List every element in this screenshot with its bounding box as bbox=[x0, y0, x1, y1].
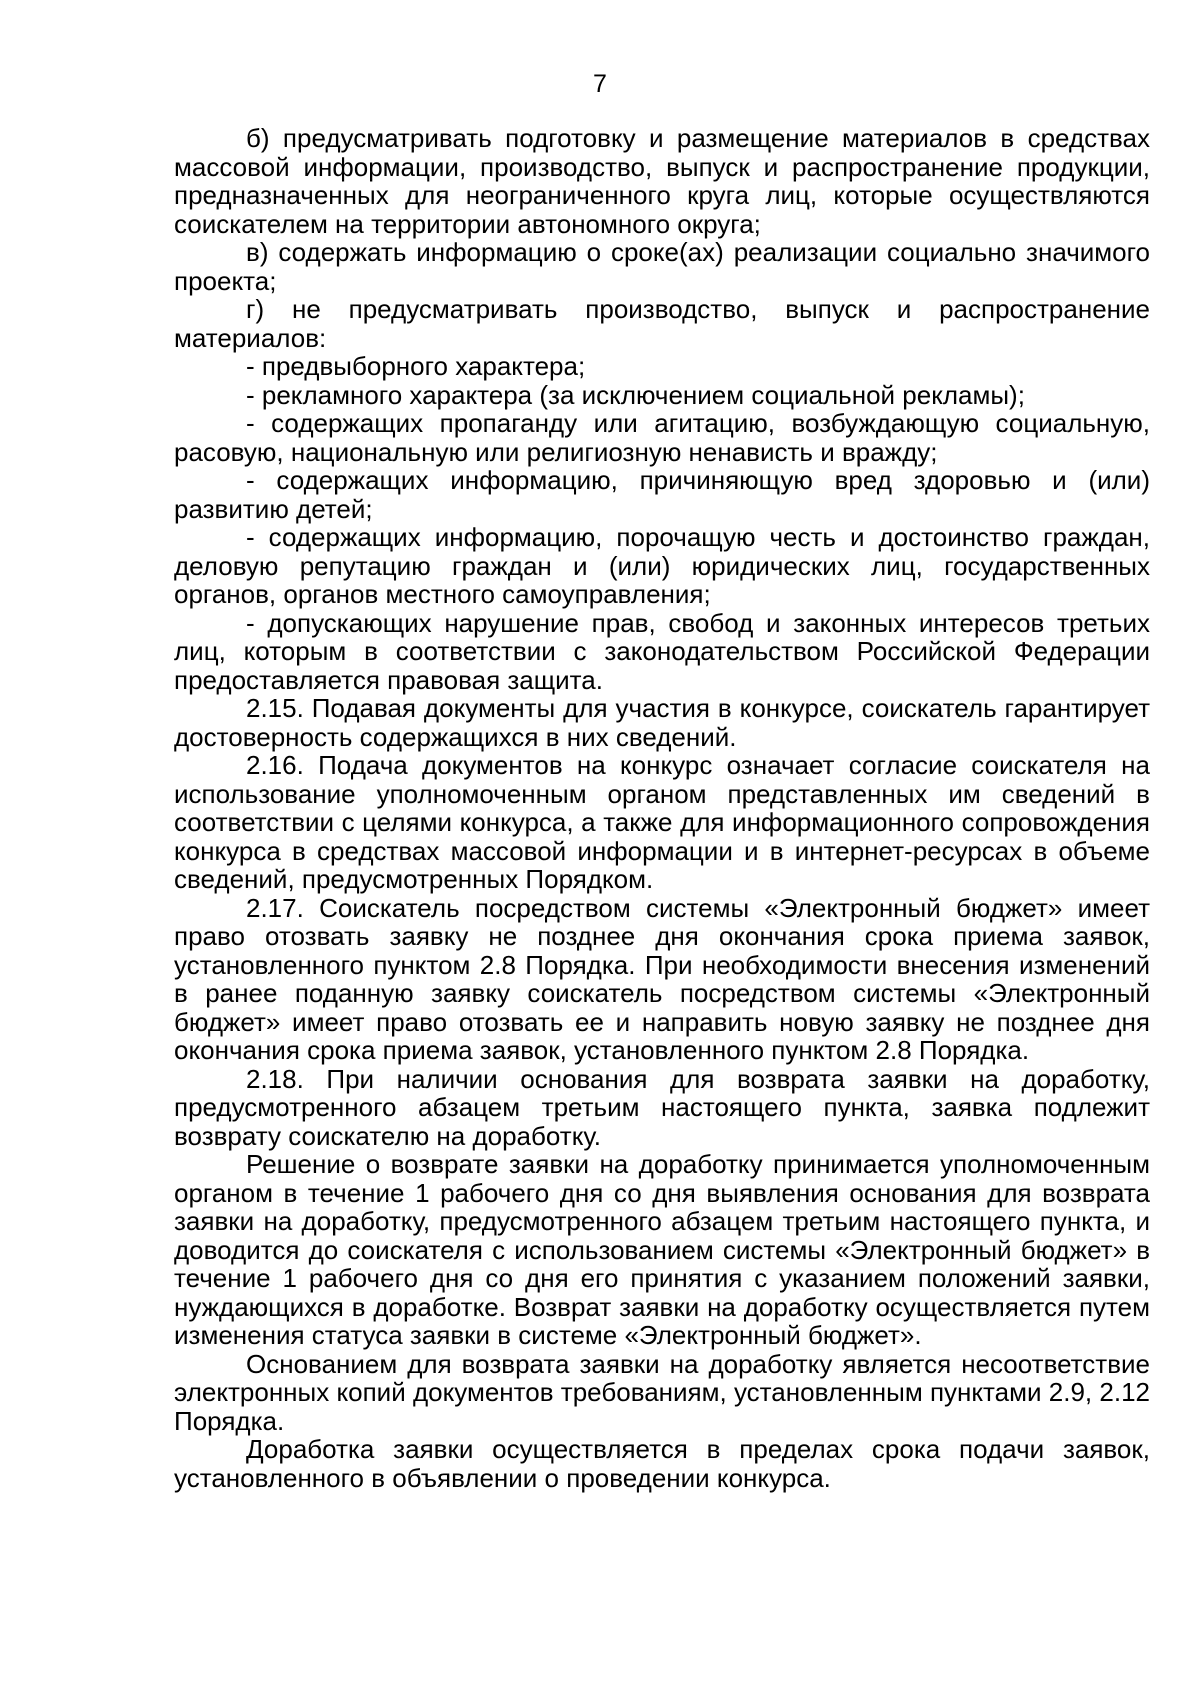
clause-2-18-grounds: Основанием для возврата заявки на доработку является несоответствие электронных копий документов требованиям, установленным пунктами 2.9, 2.12 Порядка. bbox=[174, 1348, 1150, 1436]
document-body bbox=[174, 124, 1150, 1492]
clause-2-18: 2.18. При наличии основания для возврата заявки на доработку, предусмотренного абзацем третьим настоящего пункта, заявка подлежит возврату соискателю на доработку. bbox=[174, 1063, 1150, 1151]
clause-2-17: 2.17. Соискатель посредством системы «Электронный бюджет» имеет право отозвать заявку не позднее дня окончания срока приема заявок, установленного пунктом 2.8 Порядка. При необходимости внесения изменений в ранее поданную заявку соискатель посредством системы «Электронный бюджет» имеет право отозвать ее и направить новую заявку не позднее дня окончания срока приема заявок, установленного пунктом 2.8 Порядка. bbox=[174, 892, 1150, 1065]
list-item-propaganda: - содержащих пропаганду или агитацию, возбуждающую социальную, расовую, национальную или религиозную ненависть и вражду; bbox=[174, 408, 1150, 467]
paragraph-g: г) не предусматривать производство, выпуск и распространение материалов: bbox=[174, 294, 1150, 353]
list-item-defamation: - содержащих информацию, порочащую честь и достоинство граждан, деловую репутацию граждан и (или) юридических лиц, государственных органов, органов местного самоуправления; bbox=[174, 522, 1150, 609]
list-item-children-harm: - содержащих информацию, причиняющую вред здоровью и (или) развитию детей; bbox=[174, 465, 1150, 524]
clause-2-16: 2.16. Подача документов на конкурс означает согласие соискателя на использование уполномоченным органом представленных им сведений в соответствии с целями конкурса, а также для информационного сопровождения конкурса в средствах массовой информации и в интернет-ресурсах в объеме сведений, предусмотренных Порядком. bbox=[174, 750, 1150, 894]
clause-2-18-decision: Решение о возврате заявки на доработку принимается уполномоченным органом в течение 1 рабочего дня со дня выявления основания для возврата заявки на доработку, предусмотренного абзацем третьим настоящего пункта, и доводится до соискателя с использованием системы «Электронный бюджет» в течение 1 рабочего дня со дня его принятия с указанием положений заявки, нуждающихся в доработке. Возврат заявки на доработку осуществляется путем изменения статуса заявки в системе «Электронный бюджет». bbox=[174, 1149, 1150, 1350]
list-item-advertising: - рекламного характера (за исключением социальной рекламы); bbox=[246, 379, 1025, 410]
paragraph-b: б) предусматривать подготовку и размещение материалов в средствах массовой информации, производство, выпуск и распространение продукции, предназначенных для неограниченного круга лиц, которые осуществляются соискателем на территории автономного округа; bbox=[174, 123, 1150, 239]
clause-2-18-revision: Доработка заявки осуществляется в пределах срока подачи заявок, установленного в объявлении о проведении конкурса. bbox=[174, 1434, 1150, 1493]
list-item-rights-violation: - допускающих нарушение прав, свобод и законных интересов третьих лиц, которым в соответствии с законодательством Российской Федерации предоставляется правовая защита. bbox=[174, 607, 1150, 695]
list-item-election: - предвыборного характера; bbox=[246, 351, 586, 381]
clause-2-15: 2.15. Подавая документы для участия в конкурсе, соискатель гарантирует достоверность содержащихся в них сведений. bbox=[174, 693, 1150, 752]
paragraph-v: в) содержать информацию о сроке(ах) реализации социально значимого проекта; bbox=[174, 237, 1150, 296]
page-number: 7 bbox=[593, 70, 607, 98]
